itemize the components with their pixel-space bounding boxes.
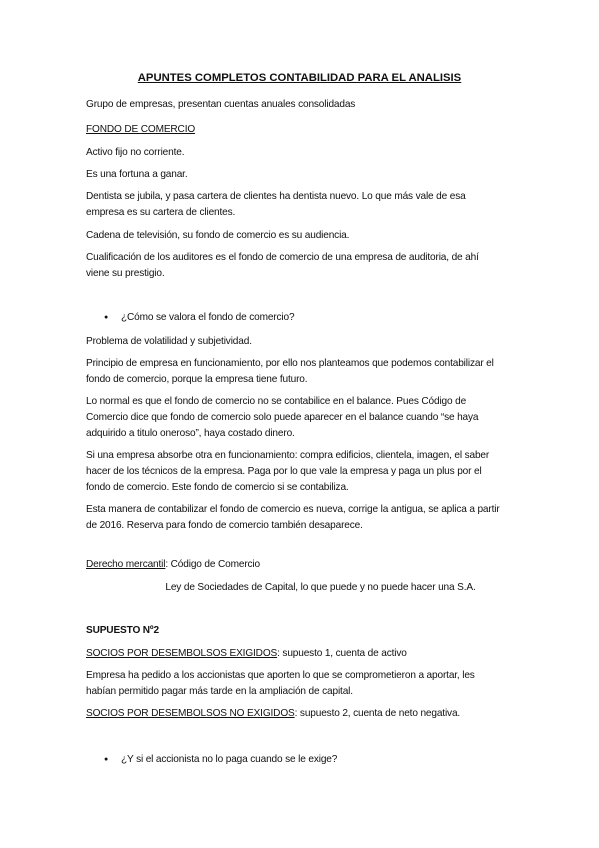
paragraph-line: Si una empresa absorbe otra en funcionamiento: compra edificios, clientela, imagen, el saber	[86, 450, 490, 461]
socios-no-exigidos-line	[86, 706, 514, 722]
socios-exigidos-heading: SOCIOS POR DESEMBOLSOS EXIGIDOS	[86, 648, 278, 659]
paragraph-line: habían permitido pagar más tarde en la ampliación de capital.	[86, 686, 353, 697]
derecho-mercantil-text: : Código de Comercio	[165, 559, 260, 570]
paragraph-line: viene su prestigio.	[86, 268, 165, 279]
bullet-item: ¿Cómo se valora el fondo de comercio?	[121, 312, 295, 323]
paragraph-line: Principio de empresa en funcionamiento, por ello nos planteamos que podemos contabilizar el	[86, 358, 494, 369]
derecho-mercantil-heading: Derecho mercantil	[86, 559, 166, 570]
intro-line: Grupo de empresas, presentan cuentas anuales consolidadas	[86, 99, 356, 110]
section-heading-fondo-de-comercio: FONDO DE COMERCIO	[86, 124, 196, 135]
bullet-item: ¿Y si el accionista no lo paga cuando se le exige?	[121, 754, 338, 765]
paragraph-line: fondo de comercio, porque la empresa tiene futuro.	[86, 374, 308, 385]
paragraph-line: hacer de los técnicos de la empresa. Paga por lo que vale la empresa y paga un plus por el	[86, 466, 482, 477]
paragraph-line: fondo de comercio. Este fondo de comercio si se contabiliza.	[86, 482, 349, 493]
socios-exigidos-line	[86, 646, 514, 662]
paragraph-line: Activo fijo no corriente.	[86, 147, 185, 158]
derecho-mercantil-line	[86, 557, 514, 573]
bullet-icon: ●	[104, 756, 109, 763]
document-title: APUNTES COMPLETOS CONTABILIDAD PARA EL ANALISIS	[137, 72, 462, 84]
socios-exigidos-text: : supuesto 1, cuenta de activo	[277, 648, 407, 659]
paragraph-line: Es una fortuna a ganar.	[86, 169, 188, 180]
paragraph-line: Esta manera de contabilizar el fondo de comercio es nueva, corrige la antigua, se aplica a partir	[86, 504, 500, 515]
paragraph-line: empresa es su cartera de clientes.	[86, 207, 236, 218]
socios-no-exigidos-heading: SOCIOS POR DESEMBOLSOS NO EXIGIDOS	[86, 708, 295, 719]
paragraph-line: Comercio dice que fondo de comercio solo puede aparecer en el balance cuando “se haya	[86, 412, 479, 423]
bullet-icon: ●	[104, 314, 109, 321]
paragraph-line: Cualificación de los auditores es el fondo de comercio de una empresa de auditoria, de ahí	[86, 252, 479, 263]
centered-line: Ley de Sociedades de Capital, lo que puede y no puede hacer una S.A.	[165, 582, 476, 593]
paragraph-line: Problema de volatilidad y subjetividad.	[86, 336, 252, 347]
section-heading-supuesto-2: SUPUESTO Nº2	[86, 625, 159, 636]
paragraph-line: Cadena de televisión, su fondo de comercio es su audiencia.	[86, 230, 350, 241]
paragraph-line: de 2016. Reserva para fondo de comercio también desaparece.	[86, 520, 363, 531]
paragraph-line: Empresa ha pedido a los accionistas que aporten lo que se comprometieron a aportar, les	[86, 670, 475, 681]
paragraph-line: Lo normal es que el fondo de comercio no se contabilice en el balance. Pues Código de	[86, 396, 467, 407]
paragraph-line: adquirido a titulo oneroso”, haya costado dinero.	[86, 428, 295, 439]
paragraph-line: Dentista se jubila, y pasa cartera de clientes ha dentista nuevo. Lo que más vale de esa	[86, 191, 466, 202]
socios-no-exigidos-text: : supuesto 2, cuenta de neto negativa.	[294, 708, 461, 719]
